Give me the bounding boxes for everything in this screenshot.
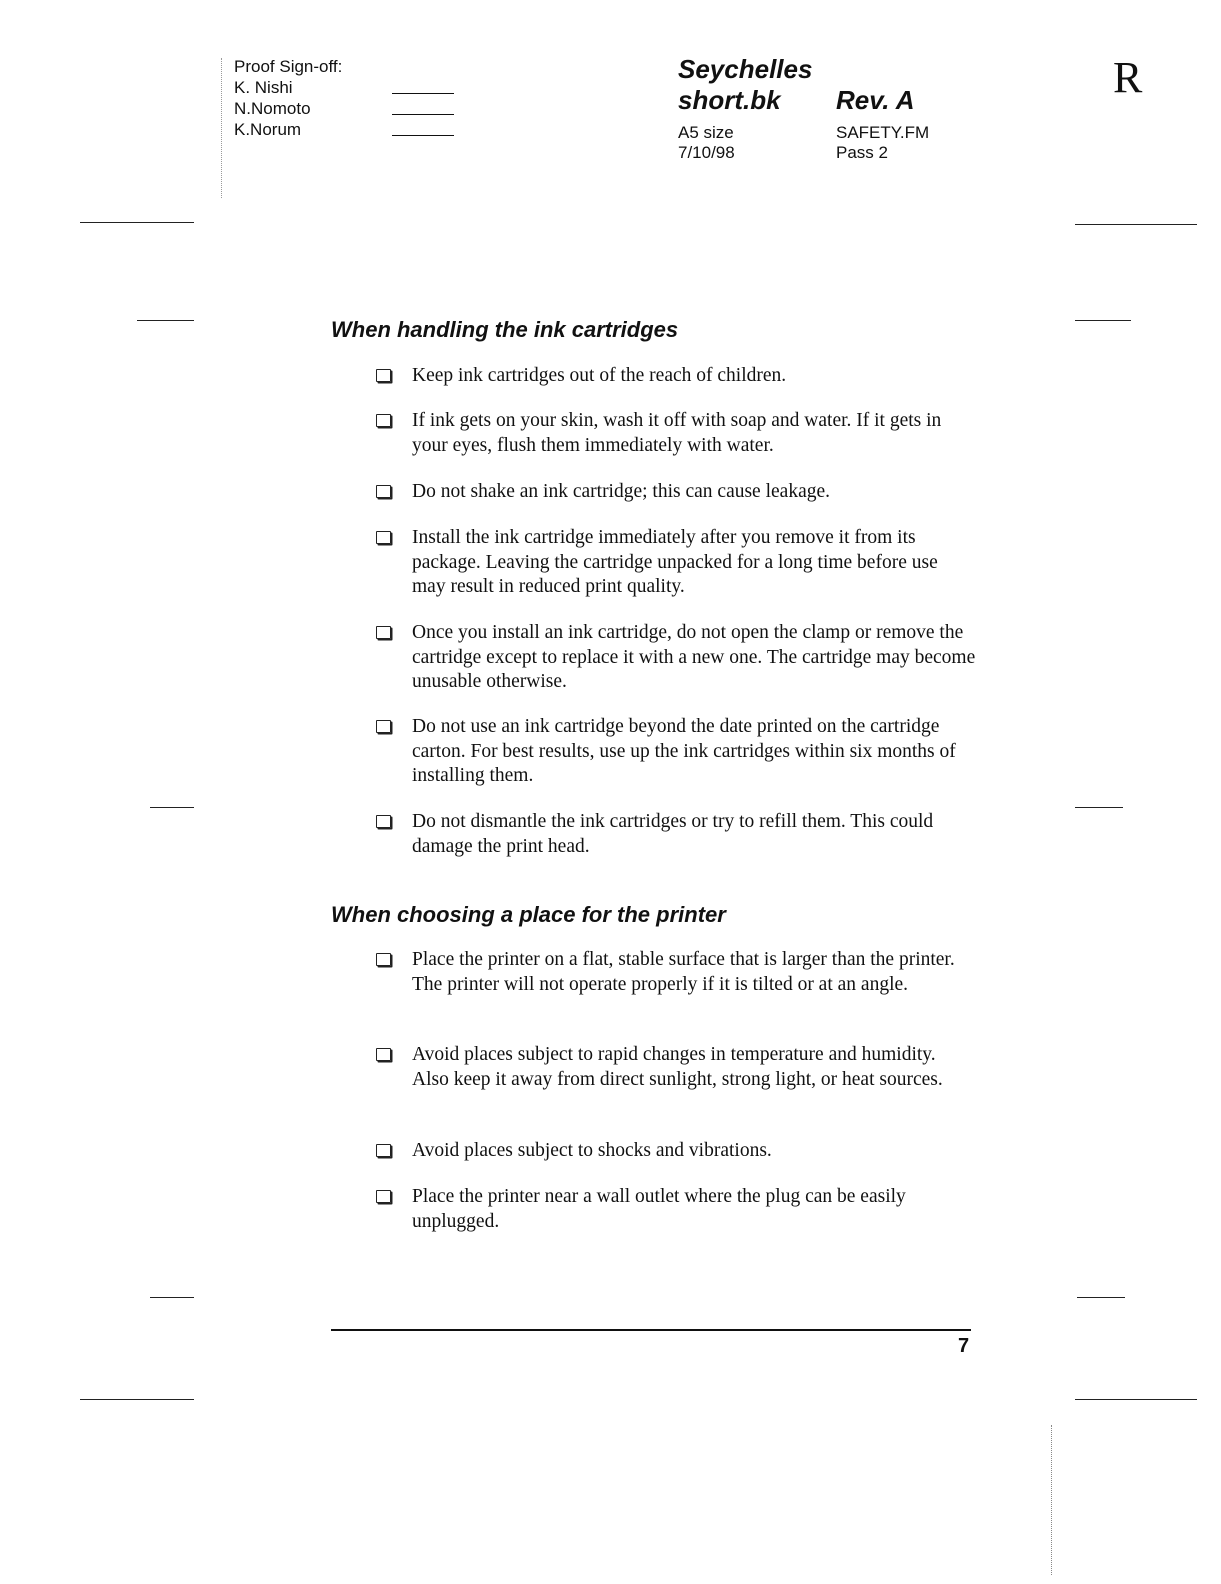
list-item-text: Place the printer near a wall outlet where the plug can be easily unplugged. [412,1186,906,1232]
crop-mark [80,1399,194,1400]
proof-name: K. Nishi [234,78,293,97]
crop-mark [150,807,194,808]
signature-line [392,93,454,94]
list-item-text: Avoid places subject to shocks and vibrations. [412,1140,772,1161]
file-name: SAFETY.FM [836,123,930,142]
list-item [376,715,976,789]
list-item [376,480,976,505]
list-item-text: Keep ink cartridges out of the reach of children. [412,365,787,386]
list-item-text: If ink gets on your skin, wash it off with soap and water. If it gets in your eyes, flush them immediately with water. [412,410,942,456]
list-item [376,409,976,458]
checkbox-icon [376,815,391,828]
checkbox-icon [376,369,391,382]
proof-label: Proof Sign-off: [234,57,343,76]
list-item-text: Avoid places subject to rapid changes in temperature and humidity. Also keep it away from direct sunlight, strong light, or heat sources. [412,1044,943,1090]
proof-name: N.Nomoto [234,99,311,118]
crop-mark [1075,807,1123,808]
book-title: Seychelles [678,54,813,84]
checkbox-icon [376,531,391,544]
checkbox-icon [376,720,391,733]
revision: Rev. A [836,85,915,115]
list-item [376,1139,976,1164]
section-tab-letter: R [1113,53,1143,102]
list-item-text: Place the printer on a flat, stable surface that is larger than the printer. The printer will not operate properly if it is tilted or at an angle. [412,949,955,995]
checkbox-icon [376,1048,391,1061]
list-item [376,948,976,997]
crop-mark [1075,224,1197,225]
book-file: short.bk [678,85,781,115]
list-item [376,1185,976,1234]
section-heading: When choosing a place for the printer [331,902,726,927]
crop-mark [1075,1399,1197,1400]
page-number: 7 [958,1335,970,1357]
list-item-text: Do not shake an ink cartridge; this can cause leakage. [412,481,831,502]
checkbox-icon [376,953,391,966]
checkbox-icon [376,485,391,498]
list-item-text: Do not dismantle the ink cartridges or try to refill them. This could damage the print head. [412,811,934,857]
list-item-text: Install the ink cartridge immediately after you remove it from its package. Leaving the cartridge unpacked for a long time before use may result in reduced print quality. [412,527,938,597]
signature-line [392,135,454,136]
proof-name: K.Norum [234,120,302,139]
checkbox-icon [376,626,391,639]
list-item [376,1043,976,1092]
crop-mark [150,1297,194,1298]
proof-signoff [234,56,342,140]
list-item [376,621,976,695]
margin-guide [221,58,222,198]
signature-line [392,114,454,115]
crop-mark [1075,320,1131,321]
crop-mark [137,320,194,321]
pass: Pass 2 [836,143,888,162]
list-item-text: Once you install an ink cartridge, do not open the clamp or remove the cartridge except to replace it with a new one. The cartridge may become unusable otherwise. [412,622,976,692]
page-size: A5 size [678,123,734,142]
list-item-text: Do not use an ink cartridge beyond the date printed on the cartridge carton. For best results, use up the ink cartridges within six months of installing them. [412,716,956,786]
list-item [376,810,976,859]
crop-mark [1077,1297,1125,1298]
list-item [376,526,976,600]
section-heading: When handling the ink cartridges [331,317,679,342]
list-item [376,364,976,389]
date: 7/10/98 [678,143,735,162]
checkbox-icon [376,1144,391,1157]
checkbox-icon [376,1190,391,1203]
crop-mark [80,222,194,223]
checkbox-icon [376,414,391,427]
margin-guide [1051,1425,1052,1575]
footer-rule [331,1329,971,1331]
